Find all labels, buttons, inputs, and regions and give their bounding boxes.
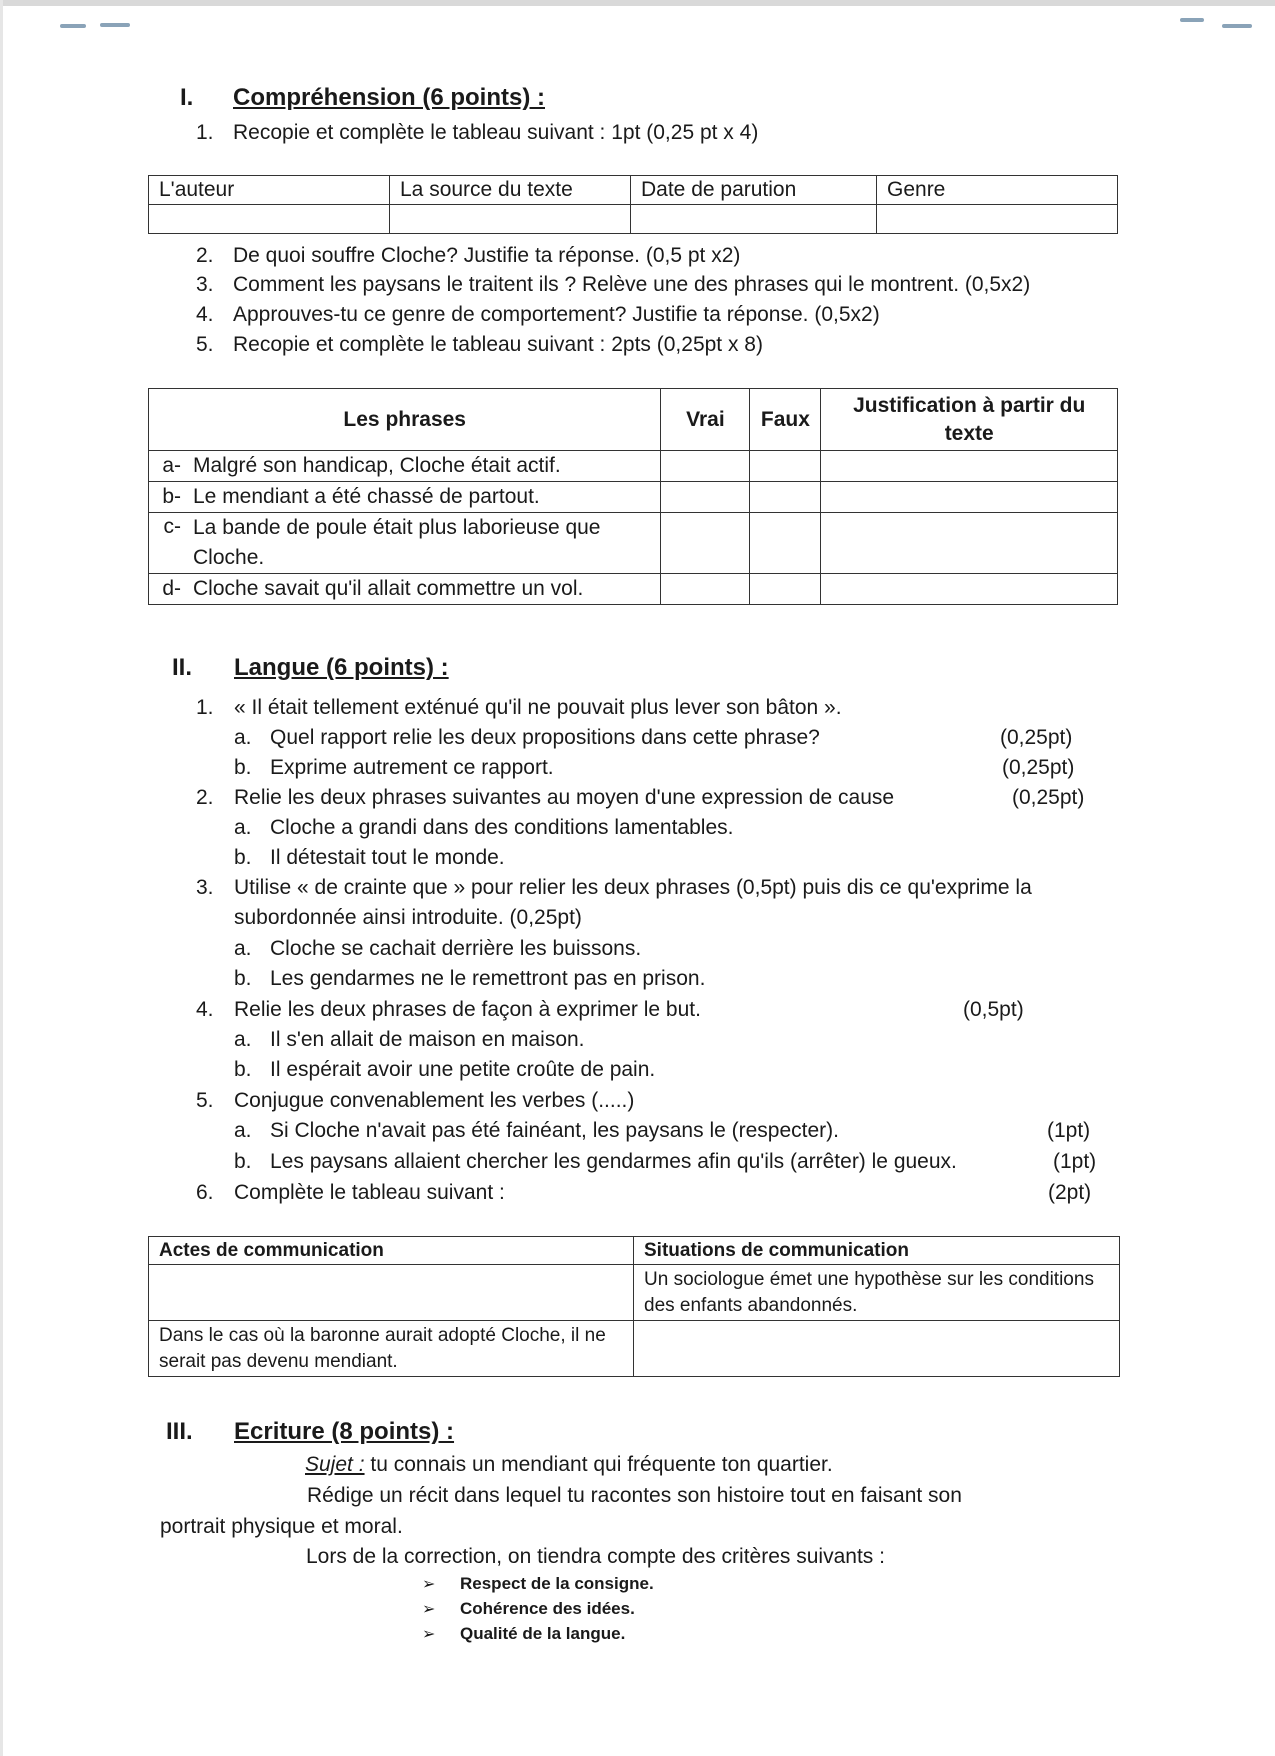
sujet-line3: portrait physique et moral. <box>160 1515 403 1538</box>
s2-q2-number: 2. <box>196 786 214 809</box>
s2-q5b-text: Les paysans allaient chercher les gendarmes afin qu'ils (arrêter) le gueux. <box>270 1150 957 1173</box>
s1-q2-text: De quoi souffre Cloche? Justifie ta réponse. (0,5 pt x2) <box>233 244 741 267</box>
s2-q5-text: Conjugue convenablement les verbes (.....) <box>234 1089 635 1112</box>
criterion-item: Qualité de la langue. <box>460 1624 626 1643</box>
row-label: d- <box>149 574 182 605</box>
sujet-label: Sujet : <box>305 1453 365 1476</box>
table1-header-source: La source du texte <box>390 176 631 205</box>
table1-cell-empty <box>631 205 877 234</box>
row-faux-cell <box>750 513 821 574</box>
row-phrase: Cloche savait qu'il allait commettre un vol. <box>181 574 661 605</box>
scan-left-edge <box>0 0 3 1756</box>
s2-q5-number: 5. <box>196 1089 214 1112</box>
s1-q3-number: 3. <box>196 273 214 296</box>
scan-mark-icon <box>60 24 86 28</box>
s2-q4b-number: b. <box>234 1058 252 1081</box>
s2-q6-number: 6. <box>196 1181 214 1204</box>
row-justification-cell <box>821 574 1118 605</box>
s2-q2a-text: Cloche a grandi dans des conditions lamentables. <box>270 816 734 839</box>
s2-q1a-number: a. <box>234 726 252 749</box>
scan-mark-icon <box>100 23 130 27</box>
arrow-bullet-icon: ➢ <box>422 1626 436 1643</box>
table3-row1-acte <box>149 1265 634 1321</box>
criterion-item: Cohérence des idées. <box>460 1599 635 1618</box>
table3-row2-acte: Dans le cas où la baronne aurait adopté Cloche, il ne serait pas devenu mendiant. <box>149 1321 634 1377</box>
s2-q2-points: (0,25pt) <box>1012 786 1085 809</box>
row-vrai-cell <box>661 513 750 574</box>
s2-q4-points: (0,5pt) <box>963 998 1024 1021</box>
table2-header-faux: Faux <box>750 389 821 451</box>
s1-q1-text: Recopie et complète le tableau suivant : 1pt (0,25 pt x 4) <box>233 121 759 144</box>
s2-q6-text: Complète le tableau suivant : <box>234 1181 505 1204</box>
table-row <box>149 1321 1120 1377</box>
s1-q4-text: Approuves-tu ce genre de comportement? Justifie ta réponse. (0,5x2) <box>233 303 880 326</box>
s2-q3b-text: Les gendarmes ne le remettront pas en prison. <box>270 967 706 990</box>
s1-q4-number: 4. <box>196 303 214 326</box>
s2-q2-text: Relie les deux phrases suivantes au moyen d'une expression de cause <box>234 786 895 809</box>
row-label: a- <box>149 451 182 482</box>
scan-mark-icon <box>1180 18 1204 22</box>
section2-title: Langue (6 points) : <box>234 654 449 681</box>
s2-q3-line1: Utilise « de crainte que » pour relier les deux phrases (0,5pt) puis dis ce qu'exprime la <box>234 876 1032 899</box>
s2-q4-number: 4. <box>196 998 214 1021</box>
table2-header-phrases: Les phrases <box>149 389 661 451</box>
s1-q5-text: Recopie et complète le tableau suivant : 2pts (0,25pt x 8) <box>233 333 763 356</box>
s2-q5a-points: (1pt) <box>1047 1119 1091 1142</box>
s1-q2-number: 2. <box>196 244 214 267</box>
s1-q5-number: 5. <box>196 333 214 356</box>
table1-cell-empty <box>390 205 631 234</box>
row-vrai-cell <box>661 451 750 482</box>
table1-cell-empty <box>877 205 1118 234</box>
table-row <box>149 482 1118 513</box>
s2-q6-points: (2pt) <box>1048 1181 1092 1204</box>
table-source-info <box>148 175 1118 234</box>
row-vrai-cell <box>661 482 750 513</box>
criterion-item: Respect de la consigne. <box>460 1574 654 1593</box>
s2-q4b-text: Il espérait avoir une petite croûte de pain. <box>270 1058 656 1081</box>
s2-q3-line2: subordonnée ainsi introduite. (0,25pt) <box>234 906 582 929</box>
s2-q5a-text: Si Cloche n'avait pas été fainéant, les paysans le (respecter). <box>270 1119 839 1142</box>
s2-q1-text: « Il était tellement exténué qu'il ne pouvait plus lever son bâton ». <box>234 696 842 719</box>
sujet-line <box>305 1453 833 1477</box>
section1-number: I. <box>180 84 194 111</box>
row-label: c- <box>149 513 182 574</box>
s2-q4a-text: Il s'en allait de maison en maison. <box>270 1028 585 1051</box>
row-phrase: La bande de poule était plus laborieuse que Cloche. <box>181 513 661 574</box>
s2-q2b-number: b. <box>234 846 252 869</box>
row-phrase: Le mendiant a été chassé de partout. <box>181 482 661 513</box>
sujet-text: tu connais un mendiant qui fréquente ton quartier. <box>364 1453 833 1476</box>
s2-q1b-points: (0,25pt) <box>1002 756 1075 779</box>
scan-top-edge <box>0 0 1275 6</box>
scan-mark-icon <box>1222 24 1252 28</box>
s2-q5b-points: (1pt) <box>1053 1150 1097 1173</box>
row-faux-cell <box>750 482 821 513</box>
s2-q3-number: 3. <box>196 876 214 899</box>
table1-cell-empty <box>149 205 390 234</box>
table1-header-date: Date de parution <box>631 176 877 205</box>
table1-header-genre: Genre <box>877 176 1118 205</box>
s2-q3a-number: a. <box>234 937 252 960</box>
section1-title: Compréhension (6 points) : <box>233 84 545 111</box>
s1-q1-number: 1. <box>196 121 214 144</box>
s2-q2a-number: a. <box>234 816 252 839</box>
row-phrase: Malgré son handicap, Cloche était actif. <box>181 451 661 482</box>
arrow-bullet-icon: ➢ <box>422 1601 436 1618</box>
arrow-bullet-icon: ➢ <box>422 1576 436 1593</box>
s2-q4a-number: a. <box>234 1028 252 1051</box>
row-vrai-cell <box>661 574 750 605</box>
table1-header-author: L'auteur <box>149 176 390 205</box>
s2-q3b-number: b. <box>234 967 252 990</box>
s2-q1b-number: b. <box>234 756 252 779</box>
s2-q5a-number: a. <box>234 1119 252 1142</box>
row-justification-cell <box>821 482 1118 513</box>
table-row <box>149 513 1118 574</box>
table2-header-vrai: Vrai <box>661 389 750 451</box>
section3-number: III. <box>166 1418 193 1445</box>
s2-q1b-text: Exprime autrement ce rapport. <box>270 756 554 779</box>
table-row <box>149 574 1118 605</box>
s2-q2b-text: Il détestait tout le monde. <box>270 846 505 869</box>
table3-row2-situation <box>634 1321 1120 1377</box>
row-justification-cell <box>821 451 1118 482</box>
row-label: b- <box>149 482 182 513</box>
table-row <box>149 451 1118 482</box>
sujet-line2: Rédige un récit dans lequel tu racontes son histoire tout en faisant son <box>307 1484 962 1507</box>
table-true-false <box>148 388 1118 605</box>
table3-row1-situation: Un sociologue émet une hypothèse sur les conditions des enfants abandonnés. <box>634 1265 1120 1321</box>
s2-q1a-points: (0,25pt) <box>1000 726 1073 749</box>
table3-header-actes: Actes de communication <box>149 1237 634 1265</box>
section3-title: Ecriture (8 points) : <box>234 1418 455 1445</box>
s1-q3-text: Comment les paysans le traitent ils ? Relève une des phrases qui le montrent. (0,5x2) <box>233 273 1031 296</box>
table-row <box>149 1265 1120 1321</box>
s2-q1-number: 1. <box>196 696 214 719</box>
row-faux-cell <box>750 451 821 482</box>
row-faux-cell <box>750 574 821 605</box>
table-communication <box>148 1236 1120 1377</box>
s2-q3a-text: Cloche se cachait derrière les buissons. <box>270 937 642 960</box>
s2-q5b-number: b. <box>234 1150 252 1173</box>
s2-q4-text: Relie les deux phrases de façon à exprimer le but. <box>234 998 701 1021</box>
s2-q1a-text: Quel rapport relie les deux propositions dans cette phrase? <box>270 726 820 749</box>
table2-header-justification: Justification à partir du texte <box>821 389 1118 451</box>
criteria-intro: Lors de la correction, on tiendra compte des critères suivants : <box>306 1545 885 1568</box>
row-justification-cell <box>821 513 1118 574</box>
table3-header-situations: Situations de communication <box>634 1237 1120 1265</box>
section2-number: II. <box>172 654 193 681</box>
